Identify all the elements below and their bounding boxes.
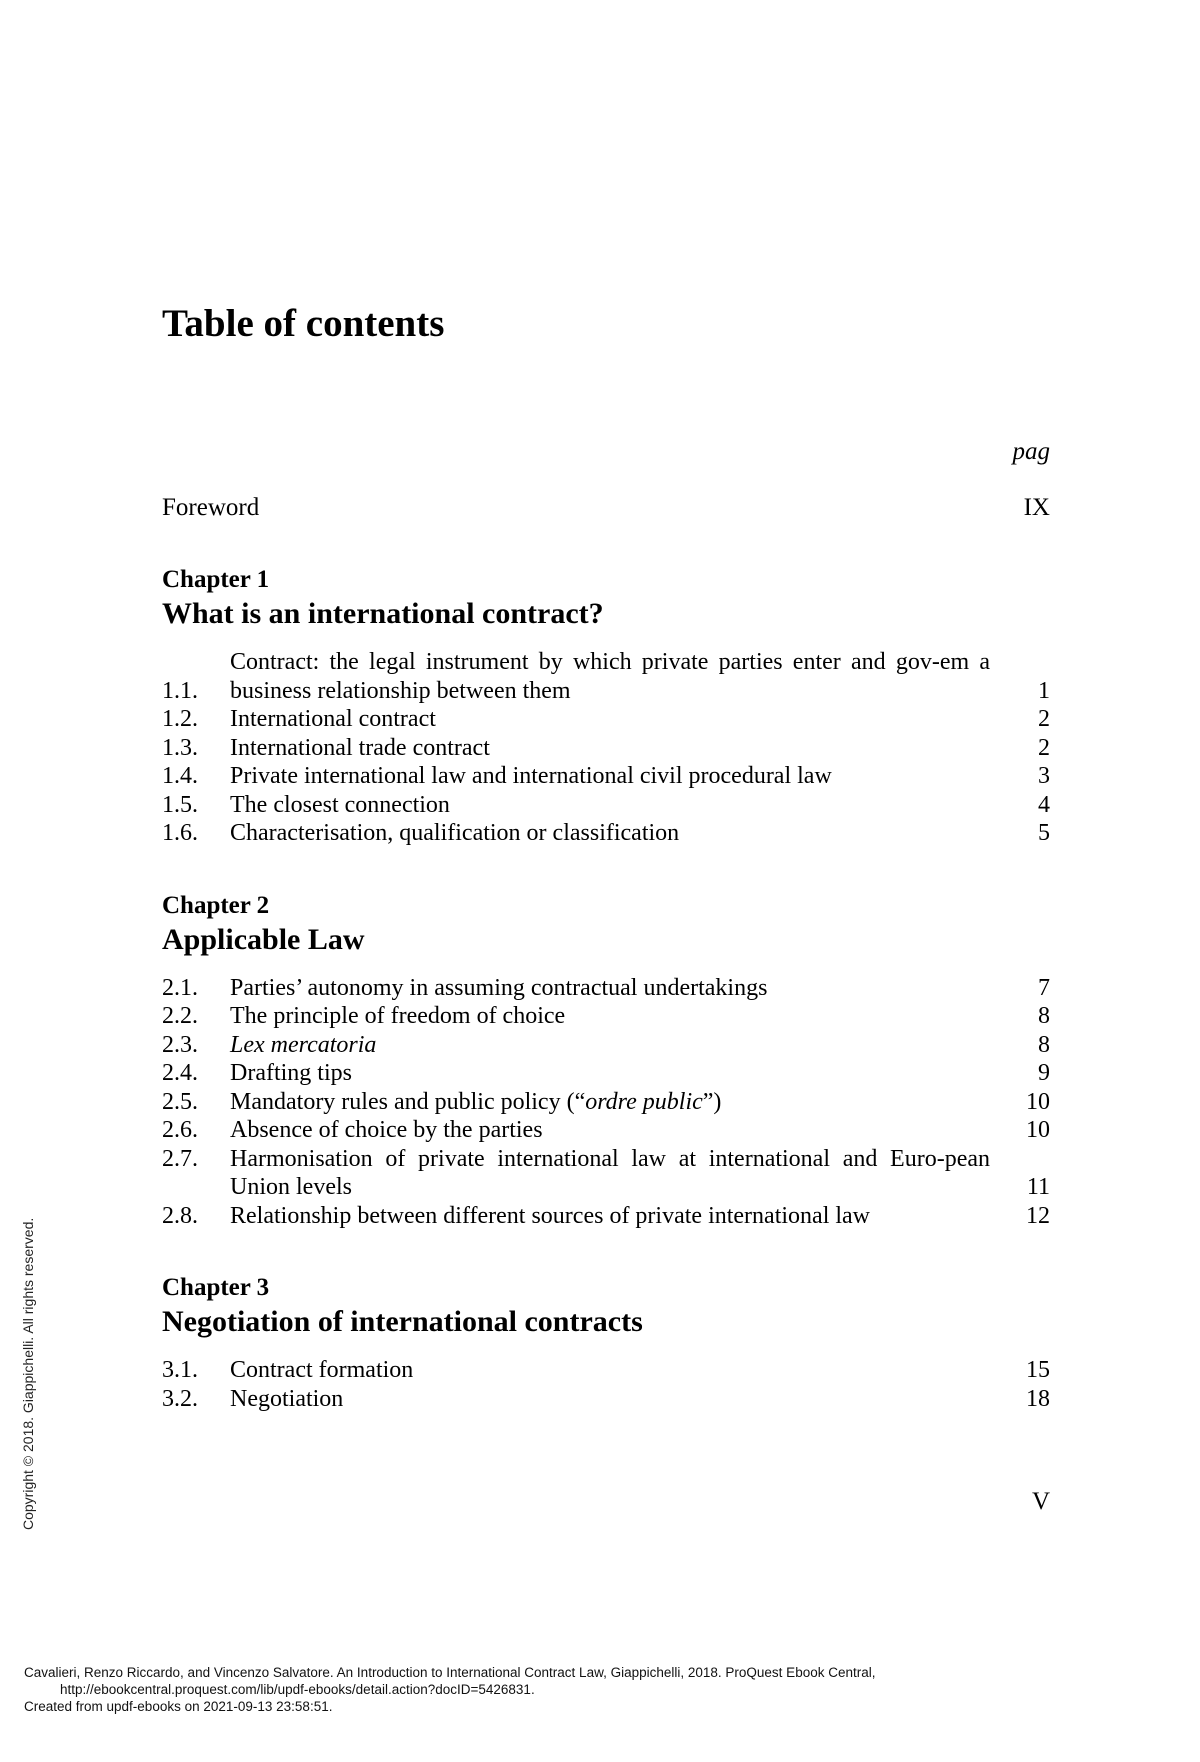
section-number: 1.1. [162, 677, 198, 704]
section-page: 12 [1026, 1202, 1050, 1229]
toc-entry[interactable] [162, 1059, 1050, 1088]
toc-entry[interactable] [162, 1385, 1050, 1414]
chapter-label: Chapter 2 [162, 891, 270, 919]
section-title: Relationship between different sources of private international law [230, 1202, 871, 1229]
toc-entry[interactable] [162, 1002, 1050, 1031]
toc-entry[interactable] [162, 791, 1050, 820]
section-page: 11 [1026, 1174, 1050, 1200]
section-title: International trade contract [230, 734, 490, 761]
section-number: 2.7. [162, 1145, 198, 1172]
toc-entry[interactable] [162, 734, 1050, 763]
chapter-title[interactable]: Applicable Law [162, 922, 365, 956]
chapter-title[interactable]: Negotiation of international contracts [162, 1305, 643, 1338]
toc-entry[interactable] [162, 1088, 1050, 1117]
section-title: The closest connection [230, 791, 450, 818]
section-page: 3 [1038, 763, 1050, 789]
section-number: 2.8. [162, 1202, 198, 1229]
page-number: V [1031, 1488, 1050, 1515]
toc-entry[interactable] [162, 819, 1050, 848]
section-title: Private international law and international civil procedural law [230, 763, 832, 789]
chapter-title[interactable]: What is an international contract? [162, 597, 604, 630]
copyright-notice: Copyright © 2018. Giappichelli. All rights reserved. [20, 1217, 36, 1530]
section-title: Contract formation [230, 1357, 414, 1383]
section-number: 1.4. [162, 763, 198, 789]
toc-entry[interactable] [162, 1202, 1050, 1231]
foreword-entry[interactable] [162, 494, 1050, 522]
section-title: Lex mercatoria [230, 1031, 377, 1058]
toc-entry[interactable] [162, 1116, 1050, 1145]
toc-entry[interactable] [162, 1145, 1050, 1202]
section-title: Contract: the legal instrument by which private parties enter and gov-em a business relationship between them [230, 649, 990, 704]
citation-created: Created from updf-ebooks on 2021-09-13 23:58:51. [24, 1699, 333, 1714]
chapter-label: Chapter 3 [162, 1274, 270, 1301]
section-page: 7 [1038, 974, 1050, 1001]
section-title: International contract [230, 706, 436, 732]
section-number: 2.6. [162, 1117, 198, 1143]
section-title: Negotiation [230, 1385, 344, 1412]
section-page: 5 [1038, 820, 1050, 846]
chapter-label: Chapter 1 [162, 566, 270, 593]
section-page: 2 [1038, 706, 1050, 732]
citation-url[interactable]: http://ebookcentral.proquest.com/lib/updf-ebooks/detail.action?docID=5426831. [60, 1682, 535, 1697]
table-of-contents [162, 490, 1050, 1413]
section-number: 2.5. [162, 1088, 198, 1115]
foreword-label: Foreword [162, 494, 260, 521]
toc-entry[interactable] [162, 762, 1050, 791]
section-title: Absence of choice by the parties [230, 1117, 543, 1143]
section-page: 8 [1038, 1031, 1050, 1058]
toc-entry[interactable] [162, 705, 1050, 734]
section-number: 1.5. [162, 791, 198, 818]
chapter-3 [162, 1274, 1050, 1413]
section-number: 1.2. [162, 706, 198, 732]
section-number: 2.2. [162, 1003, 198, 1029]
toc-entry[interactable] [162, 1031, 1050, 1060]
toc-entry[interactable] [162, 974, 1050, 1003]
section-number: 3.2. [162, 1385, 198, 1412]
section-page: 10 [1026, 1117, 1050, 1143]
section-title-part: Mandatory rules and public policy (“ [230, 1088, 586, 1115]
foreword-page: IX [1023, 494, 1050, 521]
section-title: Parties’ autonomy in assuming contractual undertakings [230, 974, 768, 1001]
section-title: The principle of freedom of choice [230, 1003, 566, 1029]
toc-entry[interactable] [162, 648, 1050, 705]
section-page: 8 [1038, 1003, 1050, 1029]
section-page: 2 [1038, 734, 1050, 761]
section-page: 1 [1038, 677, 1050, 704]
section-title: Characterisation, qualification or classification [230, 820, 680, 846]
section-title-italic: ordre public [585, 1088, 703, 1115]
section-title: Drafting tips [230, 1060, 352, 1086]
citation-line: Cavalieri, Renzo Riccardo, and Vincenzo Salvatore. An Introduction to International Contract Law, Giappichelli, 2018. ProQuest Ebook Central, [24, 1665, 876, 1680]
section-page: 10 [1026, 1088, 1050, 1115]
chapter-2 [162, 892, 1050, 1231]
section-number: 2.1. [162, 974, 198, 1001]
section-title [230, 1088, 990, 1117]
section-page: 18 [1026, 1385, 1050, 1412]
section-number: 1.6. [162, 820, 198, 846]
toc-entry[interactable] [162, 1356, 1050, 1385]
section-page: 15 [1026, 1357, 1050, 1383]
page-column-header: pag [1012, 438, 1050, 465]
section-title: Harmonisation of private international law at international and Euro-pean Union levels [230, 1145, 990, 1200]
section-number: 2.3. [162, 1031, 198, 1058]
section-page: 9 [1038, 1060, 1050, 1086]
chapter-1 [162, 566, 1050, 848]
section-number: 2.4. [162, 1060, 198, 1086]
section-number: 1.3. [162, 734, 198, 761]
section-page: 4 [1038, 791, 1050, 818]
section-title-part: ”) [702, 1088, 722, 1115]
citation-footer [24, 1664, 1174, 1715]
page-title: Table of contents [162, 302, 445, 345]
section-number: 3.1. [162, 1357, 198, 1383]
